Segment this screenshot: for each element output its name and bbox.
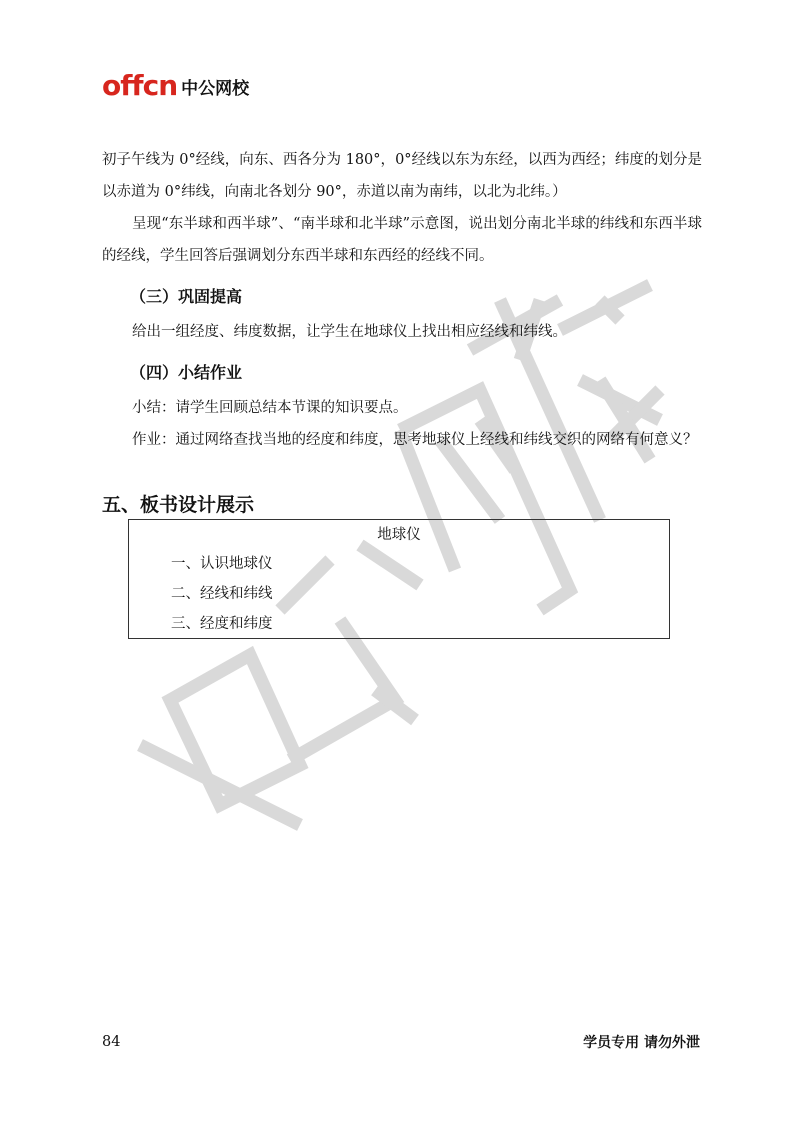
section-3-text: 给出一组经度、纬度数据，让学生在地球仪上找出相应经线和纬线。 [132,324,567,340]
paragraph-meridian-division: 初子午线为 0°经线，向东、西各分为 180°，0°经线以东为东经，以西为西经；纬度的划分是以赤道为 0°纬线，向南北各划分 90°，赤道以南为南纬，以北为北纬。） [102,152,702,200]
section-4-title: （四）小结作业 [130,363,243,382]
board-title: 地球仪 [377,527,421,543]
board-item: 一、认识地球仪 [171,556,273,572]
section-4-homework: 作业：通过网络查找当地的经度和纬度，思考地球仪上经线和纬线交织的网络有何意义？ [132,432,698,448]
logo-mark: offcn [102,69,178,102]
page-number: 84 [102,1034,121,1050]
paragraph-hemispheres: 呈现“东半球和西半球”、“南半球和北半球”示意图，说出划分南北半球的纬线和东西半球的经线，学生回答后强调划分东西半球和东西经的经线不同。 [102,216,702,264]
section-4-summary: 小结：请学生回顾总结本节课的知识要点。 [132,400,408,416]
brand-logo [102,66,249,106]
footer-note: 学员专用 请勿外泄 [583,1035,700,1051]
logo-name: 中公网校 [181,78,250,99]
board-item: 二、经线和纬线 [171,586,273,602]
section-3-title: （三）巩固提高 [130,287,243,306]
board-item: 三、经度和纬度 [171,616,273,632]
section-5-title: 五、板书设计展示 [102,494,255,516]
blackboard-design-box [128,519,670,639]
